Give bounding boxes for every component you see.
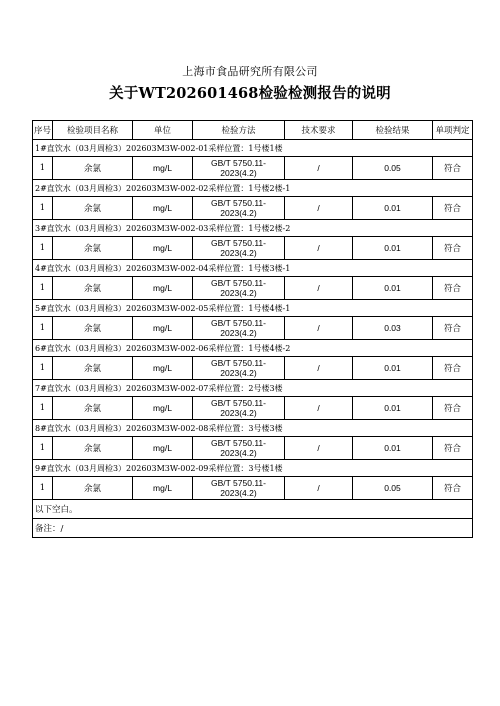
method-line-1: GB/T 5750.11- <box>211 438 266 448</box>
cell-item: 余氯 <box>53 237 133 260</box>
cell-item: 余氯 <box>53 157 133 180</box>
method-line-2: 2023(4.2) <box>220 368 257 378</box>
col-header-item: 检验项目名称 <box>53 121 133 140</box>
cell-result: 0.01 <box>353 277 433 300</box>
table-row <box>33 397 473 420</box>
table-header-row <box>33 121 473 140</box>
cell-result: 0.05 <box>353 157 433 180</box>
cell-verdict: 符合 <box>433 357 473 380</box>
table-row <box>33 237 473 260</box>
cell-unit: mg/L <box>133 477 193 500</box>
cell-no: 1 <box>33 357 53 380</box>
cell-no: 1 <box>33 317 53 340</box>
table-row <box>33 197 473 220</box>
sample-group-row <box>33 260 473 277</box>
table-row <box>33 317 473 340</box>
table-row <box>33 437 473 460</box>
cell-method <box>193 197 285 220</box>
cell-no: 1 <box>33 237 53 260</box>
cell-unit: mg/L <box>133 237 193 260</box>
method-line-1: GB/T 5750.11- <box>211 478 266 488</box>
table-row <box>33 477 473 500</box>
cell-no: 1 <box>33 477 53 500</box>
cell-no: 1 <box>33 277 53 300</box>
remark-row <box>33 519 473 538</box>
sample-group-row <box>33 460 473 477</box>
cell-no: 1 <box>33 157 53 180</box>
method-line-1: GB/T 5750.11- <box>211 158 266 168</box>
cell-unit: mg/L <box>133 357 193 380</box>
method-line-2: 2023(4.2) <box>220 408 257 418</box>
organization-name: 上海市食品研究所有限公司 <box>182 65 318 78</box>
sample-group-label: 1#直饮水（03月周检3）202603M3W-002-01采样位置：1号楼1楼 <box>33 140 473 157</box>
method-line-2: 2023(4.2) <box>220 448 257 458</box>
remark: 备注：/ <box>33 519 473 538</box>
sample-group-row <box>33 180 473 197</box>
col-header-method: 检验方法 <box>193 121 285 140</box>
col-header-result: 检验结果 <box>353 121 433 140</box>
method-line-1: GB/T 5750.11- <box>211 198 266 208</box>
table-row <box>33 277 473 300</box>
cell-verdict: 符合 <box>433 237 473 260</box>
cell-method <box>193 237 285 260</box>
cell-result: 0.01 <box>353 397 433 420</box>
method-line-2: 2023(4.2) <box>220 168 257 178</box>
table-row <box>33 157 473 180</box>
sample-group-row <box>33 380 473 397</box>
method-line-1: GB/T 5750.11- <box>211 278 266 288</box>
cell-requirement: / <box>285 277 353 300</box>
cell-verdict: 符合 <box>433 437 473 460</box>
cell-unit: mg/L <box>133 157 193 180</box>
cell-method <box>193 437 285 460</box>
col-header-unit: 单位 <box>133 121 193 140</box>
sample-group-label: 4#直饮水（03月周检3）202603M3W-002-04采样位置：1号楼3楼-1 <box>33 260 473 277</box>
sample-group-label: 8#直饮水（03月周检3）202603M3W-002-08采样位置：3号楼3楼 <box>33 420 473 437</box>
cell-no: 1 <box>33 397 53 420</box>
sample-group-label: 9#直饮水（03月周检3）202603M3W-002-09采样位置：3号楼1楼 <box>33 460 473 477</box>
sample-group-label: 7#直饮水（03月周检3）202603M3W-002-07采样位置：2号楼3楼 <box>33 380 473 397</box>
cell-item: 余氯 <box>53 397 133 420</box>
cell-verdict: 符合 <box>433 277 473 300</box>
blank-note: 以下空白。 <box>33 500 473 519</box>
cell-no: 1 <box>33 437 53 460</box>
cell-verdict: 符合 <box>433 397 473 420</box>
cell-method <box>193 317 285 340</box>
cell-result: 0.01 <box>353 197 433 220</box>
cell-verdict: 符合 <box>433 477 473 500</box>
cell-requirement: / <box>285 197 353 220</box>
cell-requirement: / <box>285 157 353 180</box>
cell-method <box>193 357 285 380</box>
method-line-2: 2023(4.2) <box>220 288 257 298</box>
method-line-1: GB/T 5750.11- <box>211 238 266 248</box>
col-header-requirement: 技术要求 <box>285 121 353 140</box>
sample-group-label: 6#直饮水（03月周检3）202603M3W-002-06采样位置：1号楼4楼-2 <box>33 340 473 357</box>
method-line-2: 2023(4.2) <box>220 328 257 338</box>
cell-method <box>193 397 285 420</box>
cell-item: 余氯 <box>53 477 133 500</box>
cell-verdict: 符合 <box>433 157 473 180</box>
cell-requirement: / <box>285 437 353 460</box>
sample-group-row <box>33 420 473 437</box>
cell-item: 余氯 <box>53 277 133 300</box>
col-header-no: 序号 <box>33 121 53 140</box>
cell-verdict: 符合 <box>433 197 473 220</box>
cell-method <box>193 477 285 500</box>
sample-group-label: 2#直饮水（03月周检3）202603M3W-002-02采样位置：1号楼2楼-1 <box>33 180 473 197</box>
report-table <box>32 120 473 538</box>
sample-group-row <box>33 300 473 317</box>
table-row <box>33 357 473 380</box>
cell-item: 余氯 <box>53 357 133 380</box>
cell-requirement: / <box>285 237 353 260</box>
cell-result: 0.01 <box>353 437 433 460</box>
cell-requirement: / <box>285 317 353 340</box>
cell-no: 1 <box>33 197 53 220</box>
method-line-2: 2023(4.2) <box>220 488 257 498</box>
col-header-verdict: 单项判定 <box>433 121 473 140</box>
method-line-1: GB/T 5750.11- <box>211 358 266 368</box>
sample-group-row <box>33 340 473 357</box>
cell-unit: mg/L <box>133 437 193 460</box>
report-title: 关于WT202601468检验检测报告的说明 <box>109 85 391 102</box>
sample-group-row <box>33 140 473 157</box>
cell-item: 余氯 <box>53 317 133 340</box>
cell-requirement: / <box>285 477 353 500</box>
method-line-2: 2023(4.2) <box>220 248 257 258</box>
cell-unit: mg/L <box>133 197 193 220</box>
method-line-2: 2023(4.2) <box>220 208 257 218</box>
sample-group-label: 3#直饮水（03月周检3）202603M3W-002-03采样位置：1号楼2楼-2 <box>33 220 473 237</box>
cell-requirement: / <box>285 397 353 420</box>
cell-unit: mg/L <box>133 277 193 300</box>
cell-unit: mg/L <box>133 397 193 420</box>
cell-method <box>193 277 285 300</box>
cell-requirement: / <box>285 357 353 380</box>
method-line-1: GB/T 5750.11- <box>211 318 266 328</box>
cell-result: 0.05 <box>353 477 433 500</box>
cell-method <box>193 157 285 180</box>
blank-note-row <box>33 500 473 519</box>
cell-unit: mg/L <box>133 317 193 340</box>
sample-group-row <box>33 220 473 237</box>
cell-result: 0.03 <box>353 317 433 340</box>
cell-result: 0.01 <box>353 237 433 260</box>
cell-item: 余氯 <box>53 437 133 460</box>
cell-result: 0.01 <box>353 357 433 380</box>
cell-verdict: 符合 <box>433 317 473 340</box>
sample-group-label: 5#直饮水（03月周检3）202603M3W-002-05采样位置：1号楼4楼-1 <box>33 300 473 317</box>
method-line-1: GB/T 5750.11- <box>211 398 266 408</box>
cell-item: 余氯 <box>53 197 133 220</box>
